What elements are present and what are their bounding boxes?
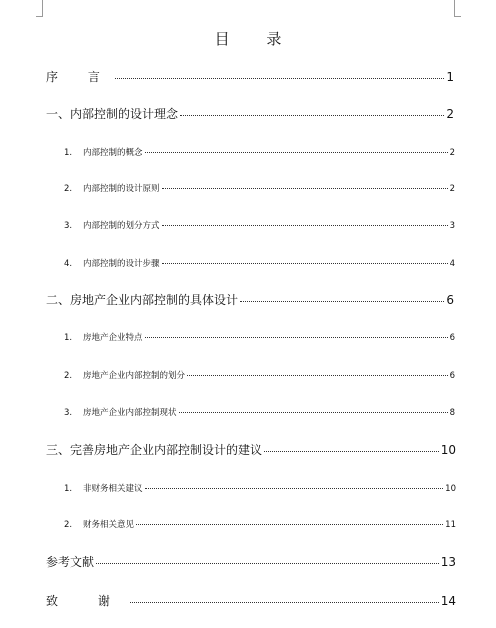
toc-entry-references[interactable] <box>0 554 496 570</box>
toc-entry-page: 11 <box>445 520 456 530</box>
toc-entry-page: 14 <box>440 594 456 608</box>
toc-entry-acknowledgements[interactable] <box>0 593 496 609</box>
toc-entry-section-1-1[interactable] <box>0 147 496 159</box>
toc-entry-page: 6 <box>449 333 455 343</box>
toc-entry-number: 2. <box>64 520 73 530</box>
toc-entry-page: 3 <box>449 221 455 231</box>
toc-entry-page: 2 <box>446 107 454 121</box>
toc-entry-chapter-3[interactable] <box>0 442 496 458</box>
page-corner-mark-left <box>36 0 43 17</box>
toc-entry-page: 2 <box>449 184 455 194</box>
toc-entry-page: 10 <box>440 443 456 457</box>
dot-leader <box>162 263 448 264</box>
toc-entry-label: 内部控制的概念 <box>83 148 143 158</box>
toc-entry-section-1-2[interactable] <box>0 183 496 195</box>
toc-entry-label: 内部控制的设计步骤 <box>83 259 160 269</box>
toc-entry-label: 致 谢 <box>46 594 128 608</box>
dot-leader <box>115 78 445 79</box>
dot-leader <box>187 375 448 376</box>
toc-entry-label: 内部控制的设计原则 <box>83 184 160 194</box>
dot-leader <box>264 451 439 452</box>
toc-entry-page: 13 <box>440 555 456 569</box>
toc-entry-page: 6 <box>449 371 455 381</box>
toc-entry-label: 参考文献 <box>46 555 95 569</box>
toc-entry-section-3-2[interactable] <box>0 519 496 531</box>
dot-leader <box>180 115 444 116</box>
dot-leader <box>136 524 443 525</box>
toc-entry-section-2-1[interactable] <box>0 332 496 344</box>
dot-leader <box>162 225 448 226</box>
toc-title: 目 录 <box>214 30 298 48</box>
toc-entry-number: 1. <box>64 333 73 343</box>
toc-entry-page: 2 <box>449 148 455 158</box>
toc-entry-section-1-3[interactable] <box>0 220 496 232</box>
toc-entry-label: 房地产企业内部控制现状 <box>83 408 177 418</box>
toc-entry-section-2-2[interactable] <box>0 370 496 382</box>
toc-entry-section-1-4[interactable] <box>0 258 496 270</box>
toc-entry-label: 财务相关意见 <box>83 520 135 530</box>
dot-leader <box>145 152 448 153</box>
toc-entry-label: 内部控制的划分方式 <box>83 221 160 231</box>
toc-entry-number: 3. <box>64 221 73 231</box>
toc-entry-number: 2. <box>64 184 73 194</box>
toc-entry-section-3-1[interactable] <box>0 483 496 495</box>
page-corner-mark-right <box>454 0 461 17</box>
dot-leader <box>179 412 448 413</box>
toc-entry-label: 三、完善房地产企业内部控制设计的建议 <box>46 443 263 457</box>
toc-entry-chapter-1[interactable] <box>0 106 496 122</box>
toc-entry-label: 房地产企业内部控制的划分 <box>83 371 186 381</box>
toc-entry-page: 8 <box>449 408 455 418</box>
dot-leader <box>145 337 448 338</box>
toc-entry-number: 1. <box>64 484 73 494</box>
toc-entry-number: 4. <box>64 259 73 269</box>
dot-leader <box>240 301 444 302</box>
toc-entry-label: 房地产企业特点 <box>83 333 143 343</box>
dot-leader <box>145 488 444 489</box>
toc-entry-label: 一、内部控制的设计理念 <box>46 107 179 121</box>
toc-entry-number: 1. <box>64 148 73 158</box>
dot-leader <box>96 563 439 564</box>
toc-entry-chapter-2[interactable] <box>0 292 496 308</box>
toc-entry-section-2-3[interactable] <box>0 407 496 419</box>
toc-entry-preface[interactable] <box>0 69 496 85</box>
dot-leader <box>162 188 448 189</box>
toc-entry-label: 序 言 <box>46 70 113 84</box>
toc-entry-page: 10 <box>445 484 456 494</box>
toc-entry-page: 6 <box>446 293 454 307</box>
toc-entry-number: 3. <box>64 408 73 418</box>
toc-entry-page: 4 <box>449 259 455 269</box>
dot-leader <box>130 602 439 603</box>
toc-entry-label: 非财务相关建议 <box>83 484 143 494</box>
toc-entry-page: 1 <box>446 70 454 84</box>
toc-entry-label: 二、房地产企业内部控制的具体设计 <box>46 293 239 307</box>
toc-entry-number: 2. <box>64 371 73 381</box>
